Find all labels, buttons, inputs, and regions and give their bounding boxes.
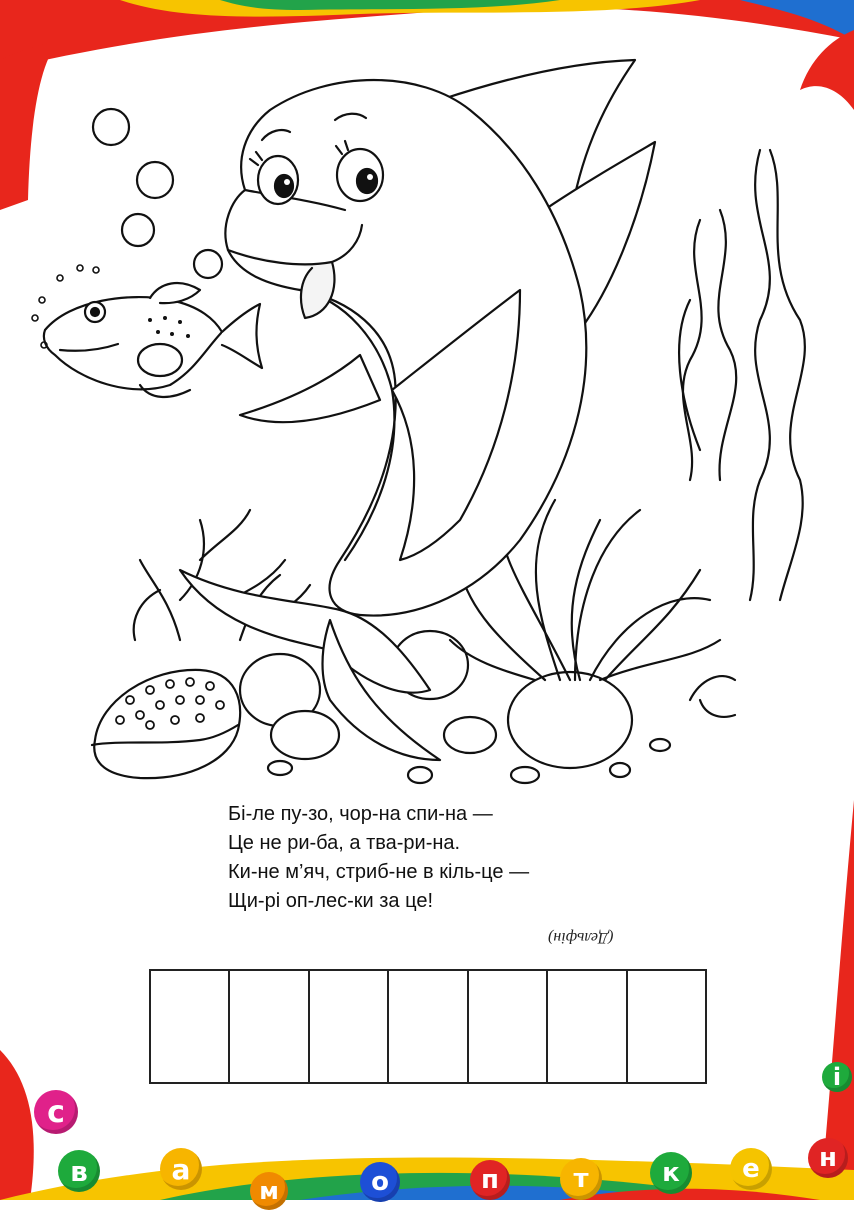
poem-line: Ки-не м’яч, стриб-не в кіль-це — <box>228 861 530 883</box>
answer-letter-grid <box>149 969 707 1084</box>
letter-ball: п <box>470 1160 510 1200</box>
letter-ball: а <box>160 1148 202 1190</box>
letter-ball: о <box>360 1162 400 1202</box>
letter-ball: м <box>250 1172 288 1210</box>
letter-ball: т <box>560 1158 602 1200</box>
poem-line: Щи-рі оп-лес-ки за це! <box>228 890 434 912</box>
bubbles <box>93 109 222 278</box>
letter-ball: к <box>650 1152 692 1194</box>
fish <box>32 265 262 397</box>
answer-cell[interactable] <box>469 971 548 1082</box>
answer-cell[interactable] <box>151 971 230 1082</box>
letter-ball: е <box>730 1148 772 1190</box>
shell <box>92 670 240 778</box>
answer-cell[interactable] <box>628 971 705 1082</box>
answer-cell[interactable] <box>548 971 627 1082</box>
answer-cell[interactable] <box>310 971 389 1082</box>
answer-cell[interactable] <box>389 971 468 1082</box>
poem-line: Це не ри-ба, а тва-ри-на. <box>228 832 461 854</box>
answer-cell[interactable] <box>230 971 309 1082</box>
seaweed <box>679 150 805 600</box>
letter-ball: н <box>808 1138 848 1178</box>
riddle-answer-upside-down: (Дельфін) <box>548 929 614 946</box>
letter-ball: в <box>58 1150 100 1192</box>
letter-ball: і <box>822 1062 852 1092</box>
poem-line: Бі-ле пу-зо, чор-на спи-на — <box>228 803 493 825</box>
letter-ball: с <box>34 1090 78 1134</box>
riddle-poem <box>228 800 668 916</box>
